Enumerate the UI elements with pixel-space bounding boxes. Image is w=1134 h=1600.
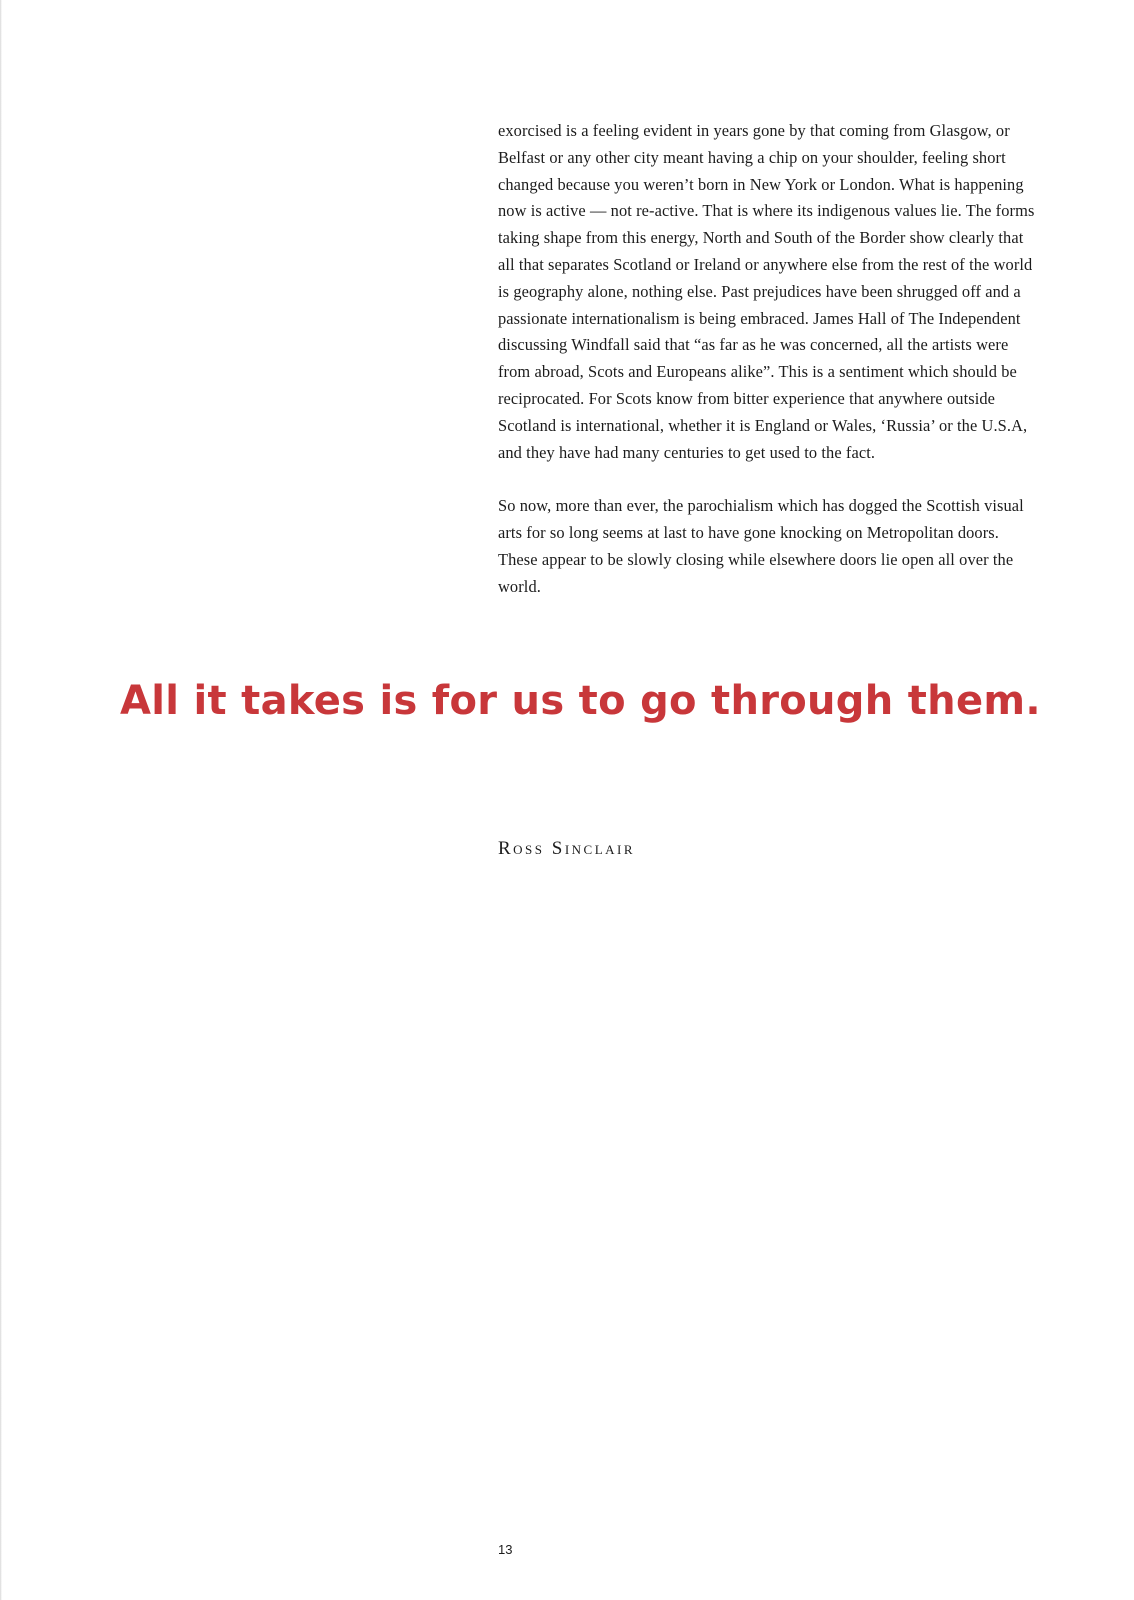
page-edge-shadow bbox=[0, 0, 2, 1600]
page-number: 13 bbox=[498, 1542, 513, 1557]
body-paragraph-2: So now, more than ever, the parochialism which has dogged the Scottish visual arts for so long seems at last to have gone knocking on Metropolitan doors. These appear to be slowly closing while elsewhere doors lie open all over the world. bbox=[498, 496, 1024, 596]
body-text-column bbox=[498, 118, 1040, 601]
author-name: Ross Sinclair bbox=[498, 838, 636, 859]
body-paragraph-1: exorcised is a feeling evident in years gone by that coming from Glasgow, or Belfast or any other city meant having a chip on your shoulder, feeling short changed because you weren’t born in New York or London. What is happening now is active — not re-active. That is where its indigenous values lie. The forms taking shape from this energy, North and South of the Border show clearly that all that separates Scotland or Ireland or anywhere else from the rest of the world is geography alone, nothing else. Past prejudices have been shrugged off and a passionate internationalism is being embraced. James Hall of The Independent discussing Windfall said that “as far as he was concerned, all the artists were from abroad, Scots and Europeans alike”. This is a sentiment which should be reciprocated. For Scots know from bitter experience that anywhere outside Scotland is international, whether it is England or Wales, ‘Russia’ or the U.S.A, and they have had many centuries to get used to the fact. bbox=[498, 121, 1035, 462]
pull-quote: All it takes is for us to go through them. bbox=[120, 678, 1041, 724]
